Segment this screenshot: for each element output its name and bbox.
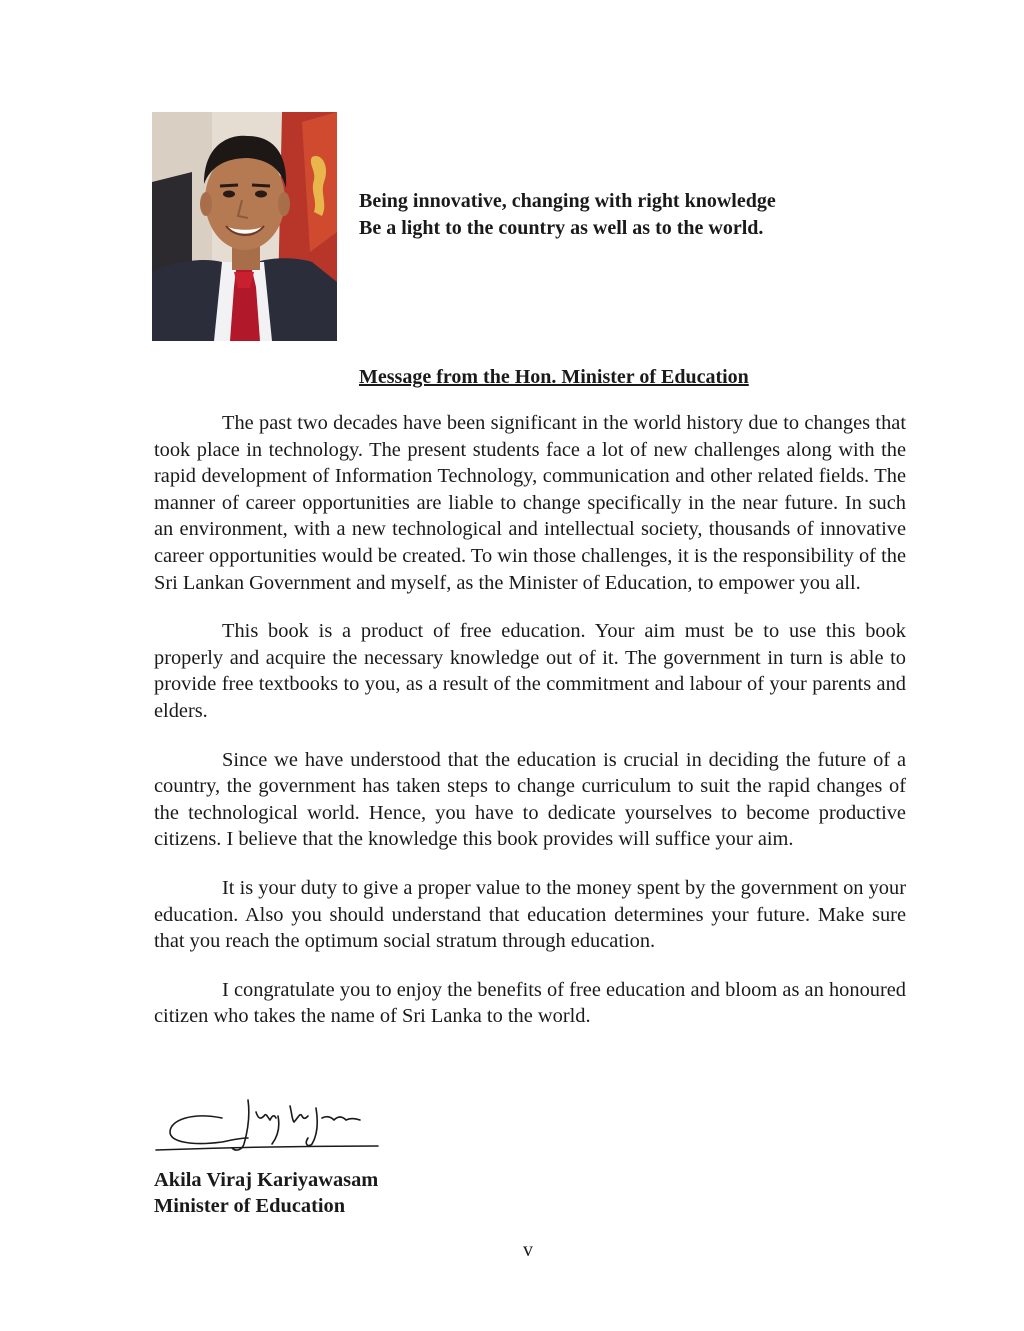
minister-portrait <box>152 112 337 341</box>
motto-line-2: Be a light to the country as well as to the world. <box>359 217 764 239</box>
signer-title: Minister of Education <box>154 1195 346 1217</box>
motto-line-1: Being innovative, changing with right knowledge <box>359 190 776 212</box>
motto <box>359 188 919 242</box>
paragraph-1: The past two decades have been significant in the world history due to changes that took place in technology. The present students face a lot of new challenges along with the rapid development of Information Technology, communication and other related fields. The manner of career opportunities are liable to change specifically in the near future. In such an environment, with a new technological and intellectual society, thousands of innovative career opportunities would be created. To win those challenges, it is the responsibility of the Sri Lankan Government and myself, as the Minister of Education, to empower you all. <box>154 412 906 594</box>
signer-block <box>154 1167 378 1219</box>
paragraph-4: It is your duty to give a proper value to the money spent by the government on your education. Also you should understand that education determines your future. Make sure that you reach the optimum social stratum through education. <box>154 876 906 953</box>
paragraph-3: Since we have understood that the education is crucial in deciding the future of a country, the government has taken steps to change curriculum to suit the rapid changes of the technological world. Hence, you have to dedicate yourselves to become productive citizens. I believe that the knowledge this book provides will suffice your aim. <box>154 748 906 851</box>
message-body <box>154 410 906 1052</box>
paragraph-2: This book is a product of free education. Your aim must be to use this book properly and acquire the necessary knowledge out of it. The government in turn is able to provide free textbooks to you, as a result of the commitment and labour of your parents and elders. <box>154 620 906 722</box>
page-number: v <box>523 1239 533 1261</box>
paragraph-5: I congratulate you to enjoy the benefits of free education and bloom as an honoured citizen who takes the name of Sri Lanka to the world. <box>154 978 906 1028</box>
signer-name: Akila Viraj Kariyawasam <box>154 1169 379 1191</box>
message-heading: Message from the Hon. Minister of Education <box>359 366 749 388</box>
handwritten-signature <box>152 1094 382 1156</box>
